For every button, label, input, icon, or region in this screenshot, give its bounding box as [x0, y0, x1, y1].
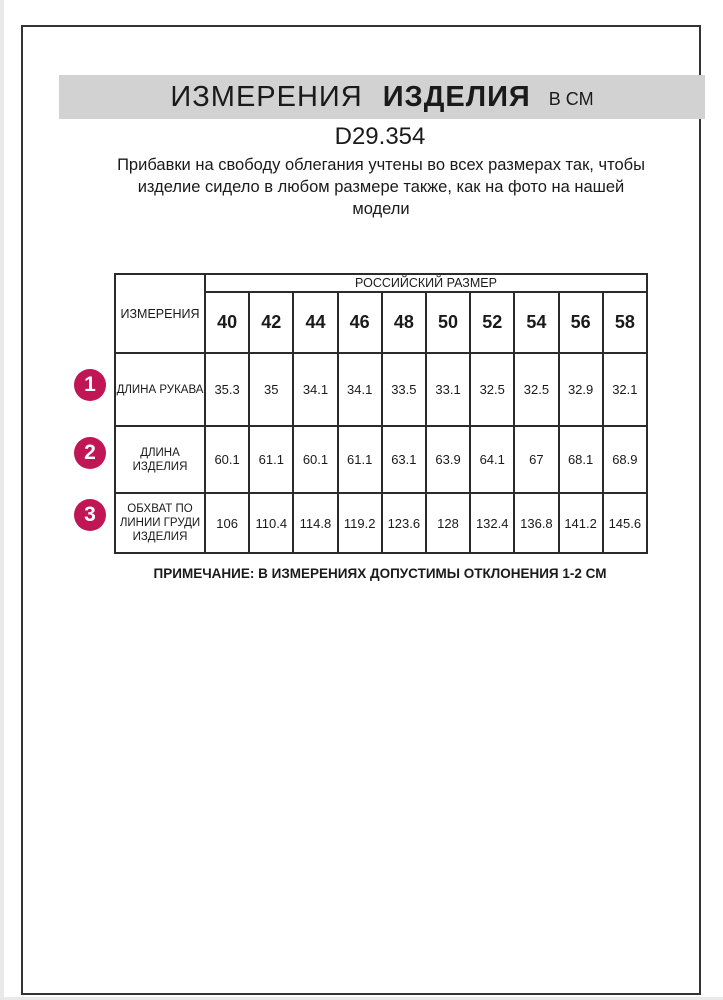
- page-border-frame: [21, 25, 701, 995]
- measurement-value: 67: [514, 426, 558, 493]
- measurement-value: 114.8: [293, 493, 337, 553]
- measurement-value: 34.1: [293, 353, 337, 426]
- measurement-value: 35.3: [205, 353, 249, 426]
- row-number-badge-1: [74, 369, 106, 401]
- size-col-header: 54: [514, 292, 558, 353]
- measurement-value: 35: [249, 353, 293, 426]
- table-row: [115, 426, 647, 493]
- document-page: [4, 0, 723, 997]
- size-col-header: 52: [470, 292, 514, 353]
- measurement-value: 106: [205, 493, 249, 553]
- measurement-value: 136.8: [514, 493, 558, 553]
- row-number-badge-3: [74, 499, 106, 531]
- title-bar: [59, 75, 705, 119]
- size-col-header: 50: [426, 292, 470, 353]
- size-col-header: 58: [603, 292, 647, 353]
- measurement-value: 132.4: [470, 493, 514, 553]
- size-col-header: 40: [205, 292, 249, 353]
- measurement-value: 32.1: [603, 353, 647, 426]
- measurement-value: 33.1: [426, 353, 470, 426]
- measurement-value: 145.6: [603, 493, 647, 553]
- russian-size-header: РОССИЙСКИЙ РАЗМЕР: [205, 274, 647, 292]
- measurement-value: 34.1: [338, 353, 382, 426]
- table-row: [115, 353, 647, 426]
- table-row: [115, 493, 647, 553]
- size-col-header: 46: [338, 292, 382, 353]
- size-table: [114, 273, 648, 554]
- size-col-header: 56: [559, 292, 603, 353]
- row-number-3: 3: [84, 503, 96, 526]
- row-number-1: 1: [84, 373, 96, 396]
- size-group-header-row: [115, 274, 647, 292]
- measurement-value: 60.1: [293, 426, 337, 493]
- measurement-label: ОБХВАТ ПО ЛИНИИ ГРУДИ ИЗДЕЛИЯ: [115, 493, 205, 553]
- size-col-header: 44: [293, 292, 337, 353]
- measurement-value: 68.1: [559, 426, 603, 493]
- measurement-value: 119.2: [338, 493, 382, 553]
- measurement-value: 61.1: [249, 426, 293, 493]
- measurements-corner-header: ИЗМЕРЕНИЯ: [115, 274, 205, 353]
- measurement-value: 64.1: [470, 426, 514, 493]
- measurement-value: 128: [426, 493, 470, 553]
- title-measurements: ИЗМЕРЕНИЯ: [170, 80, 363, 113]
- measurement-value: 60.1: [205, 426, 249, 493]
- measurement-value: 110.4: [249, 493, 293, 553]
- row-number-2: 2: [84, 441, 96, 464]
- measurement-value: 61.1: [338, 426, 382, 493]
- measurement-label: ДЛИНА ИЗДЕЛИЯ: [115, 426, 205, 493]
- title-product: ИЗДЕЛИЯ: [382, 80, 531, 113]
- row-number-badge-2: [74, 437, 106, 469]
- measurement-value: 68.9: [603, 426, 647, 493]
- measurement-value: 32.9: [559, 353, 603, 426]
- size-col-header: 42: [249, 292, 293, 353]
- title-units: В СМ: [548, 88, 594, 109]
- measurement-value: 32.5: [514, 353, 558, 426]
- measurement-value: 32.5: [470, 353, 514, 426]
- measurement-value: 123.6: [382, 493, 426, 553]
- measurement-value: 33.5: [382, 353, 426, 426]
- measurement-label: ДЛИНА РУКАВА: [115, 353, 205, 426]
- measurement-value: 63.1: [382, 426, 426, 493]
- article-code: D29.354: [334, 123, 426, 150]
- size-col-header: 48: [382, 292, 426, 353]
- note-text: ПРИМЕЧАНИЕ: В ИЗМЕРЕНИЯХ ДОПУСТИМЫ ОТКЛОНЕНИЯ 1-2 СМ: [153, 566, 607, 581]
- measurement-value: 141.2: [559, 493, 603, 553]
- description-text: Прибавки на свободу облегания учтены во всех размерах так, чтобы изделие сидело в любом размере также, как на фото на нашей модели: [117, 156, 645, 218]
- measurement-value: 63.9: [426, 426, 470, 493]
